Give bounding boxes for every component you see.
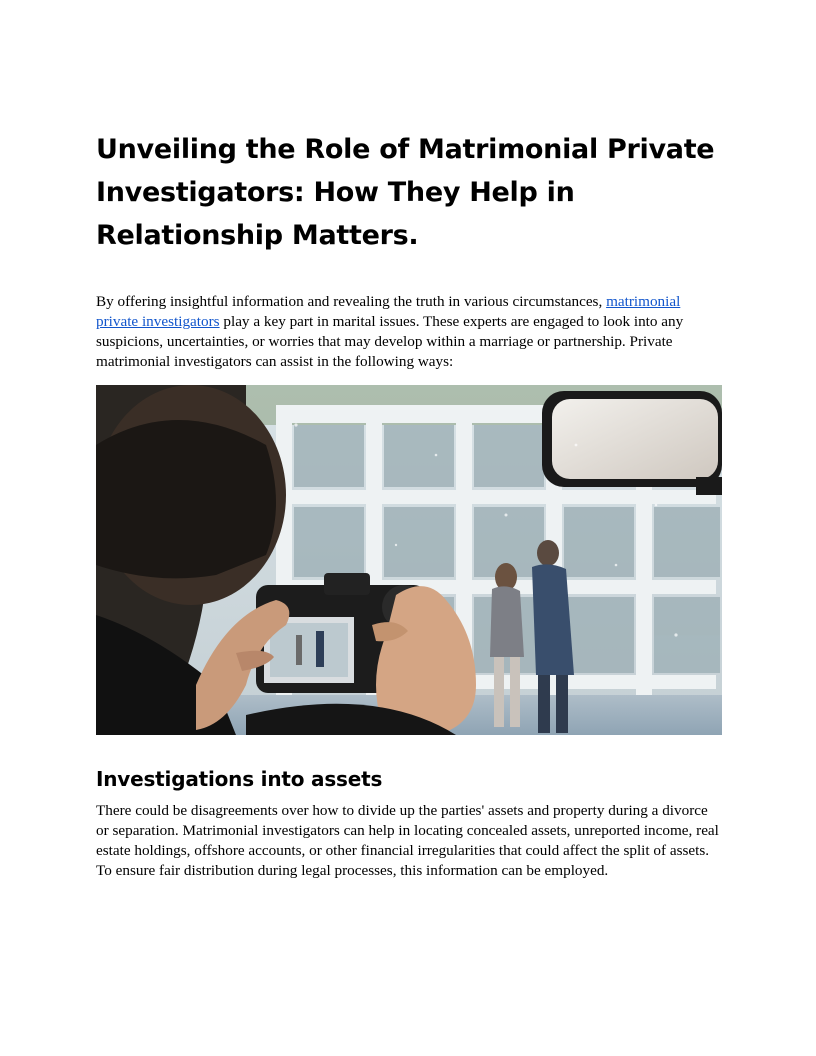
intro-text-after-link: play a key part in marital issues. These experts are engaged to look into any suspicions, uncertainties, or worries that may develop within a marriage or partnership. Private matrimonial investigators can assist in the following ways: [96,313,684,370]
intro-paragraph [96,292,724,372]
investigator-camera-photo [96,385,722,735]
section-paragraph: There could be disagreements over how to divide up the parties' assets and property during a divorce or separation. Matrimonial investigators can help in locating concealed assets, unreported income, real estate holdings, offshore accounts, or other financial irregularities that could affect the split of assets. To ensure fair distribution during legal processes, this information can be employed. [96,802,719,879]
intro-text-before-link: By offering insightful information and revealing the truth in various circumstances, [96,293,607,310]
article-title: Unveiling the Role of Matrimonial Private Investigators: How They Help in Relationship Matters. [96,134,715,251]
section-heading: Investigations into assets [96,767,383,791]
matrimonial-investigators-link[interactable]: matrimonial private investigators [96,293,681,330]
